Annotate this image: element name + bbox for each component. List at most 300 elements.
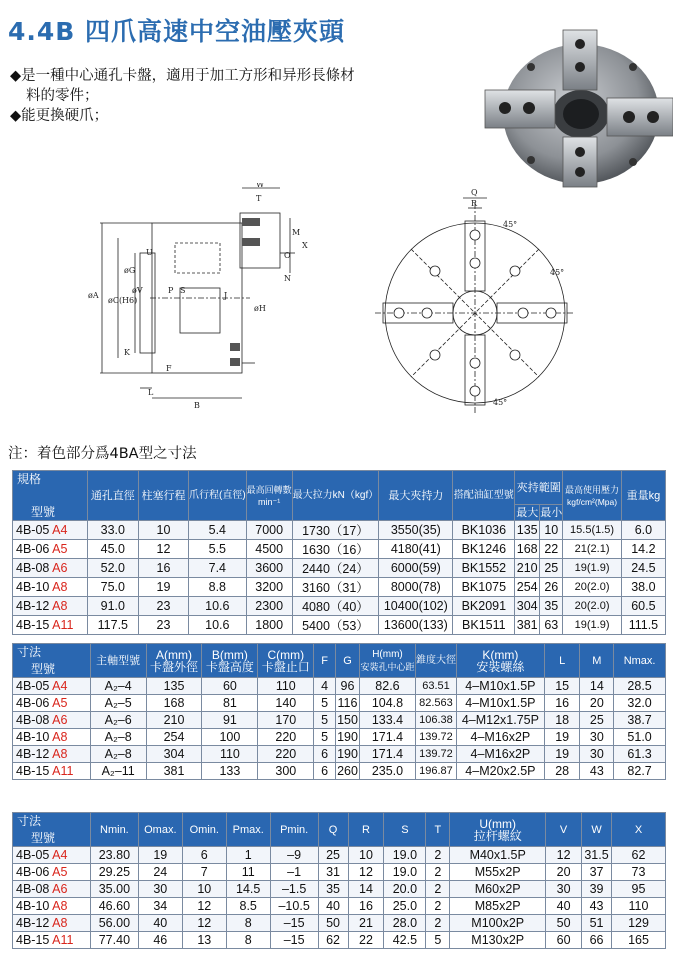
table-cell: 8000(78) — [379, 578, 453, 597]
column-header — [246, 471, 292, 521]
table-cell: 28.5 — [614, 678, 666, 695]
table-cell: 21 — [348, 915, 384, 932]
table-cell: 5.4 — [188, 521, 246, 540]
feature-item: ◆能更換硬爪； — [10, 108, 109, 124]
dim-label-p: P — [168, 286, 174, 295]
chuck-product-photo — [483, 22, 673, 190]
table-cell: 8.8 — [188, 578, 246, 597]
dim-label-l: L — [148, 388, 154, 397]
table-cell: 31 — [318, 864, 348, 881]
table-cell: 2 — [426, 847, 450, 864]
table-cell: 39 — [582, 881, 612, 898]
table-cell: 1 — [226, 847, 270, 864]
model-suffix: A8 — [52, 730, 68, 744]
note-text: 注：着色部分爲4BA型之寸法 — [8, 446, 197, 462]
column-header-line: 安裝螺絲 — [476, 659, 525, 674]
model-suffix: A4 — [52, 679, 68, 693]
model-cell — [13, 746, 91, 763]
table-cell: 81 — [202, 695, 258, 712]
column-header: M — [580, 644, 614, 678]
column-header — [359, 644, 415, 678]
dim-label-s: S — [180, 286, 186, 295]
table-cell: 5 — [314, 729, 336, 746]
dim-label-m: M — [292, 228, 301, 237]
table-cell: 2300 — [246, 597, 292, 616]
dim-label-v: øV — [132, 286, 143, 295]
table-cell: 19(1.9) — [563, 616, 622, 635]
column-header-line: 最高回轉數 — [246, 484, 292, 495]
table-cell: 133.4 — [359, 712, 415, 729]
table-cell: M130x2P — [450, 932, 546, 949]
column-header-line: K(mm) — [482, 647, 519, 662]
table-row — [13, 881, 666, 898]
table-cell: 43 — [582, 898, 612, 915]
column-header: T — [426, 813, 450, 847]
table-cell: 15.5(1.5) — [563, 521, 622, 540]
table-cell: 170 — [258, 712, 314, 729]
model-number: 4B-12 — [16, 916, 50, 930]
table-cell: 60.5 — [621, 597, 665, 616]
column-header — [450, 813, 546, 847]
table-cell: 62 — [318, 932, 348, 949]
table-cell: 22 — [540, 540, 563, 559]
table-cell: 7000 — [246, 521, 292, 540]
table-cell: 40 — [138, 915, 182, 932]
table-cell: 235.0 — [359, 763, 415, 780]
table-cell: 254 — [515, 578, 540, 597]
table-cell: 6 — [314, 763, 336, 780]
table-row — [13, 678, 666, 695]
table-cell: 110 — [202, 746, 258, 763]
table-cell: 19 — [544, 746, 580, 763]
table-cell: 42.5 — [384, 932, 426, 949]
table-row — [13, 746, 666, 763]
table-cell: 35 — [540, 597, 563, 616]
model-suffix: A4 — [52, 523, 68, 537]
side-section-drawing — [80, 183, 330, 413]
model-cell — [13, 616, 88, 635]
table-cell: M55x2P — [450, 864, 546, 881]
table-cell: 52.0 — [87, 559, 138, 578]
model-cell — [13, 932, 91, 949]
model-suffix: A11 — [52, 764, 74, 778]
table-cell: 139.72 — [415, 729, 456, 746]
table-cell: 10.6 — [188, 616, 246, 635]
table-cell: 25.0 — [384, 898, 426, 915]
column-header-line: 卡盤止口 — [261, 659, 310, 674]
table-cell: A₂–5 — [90, 695, 146, 712]
model-suffix: A11 — [52, 933, 74, 947]
model-cell — [13, 559, 88, 578]
column-header: G — [336, 644, 360, 678]
model-suffix: A6 — [52, 882, 68, 896]
angle-label: 45° — [550, 268, 565, 277]
column-header — [456, 644, 544, 678]
dim-label-x: X — [302, 241, 308, 250]
table-cell: 3550(35) — [379, 521, 453, 540]
table-cell: BK1552 — [453, 559, 515, 578]
table-cell: M60x2P — [450, 881, 546, 898]
model-suffix: A6 — [52, 713, 68, 727]
table-cell: 24.5 — [621, 559, 665, 578]
table-cell: BK1246 — [453, 540, 515, 559]
table-cell: BK2091 — [453, 597, 515, 616]
table-cell: 5.5 — [188, 540, 246, 559]
table-cell: 5 — [314, 695, 336, 712]
column-header: 最大夾持力 — [379, 471, 453, 521]
model-suffix: A11 — [52, 618, 74, 632]
table-cell: 2 — [426, 915, 450, 932]
column-header: Omin. — [182, 813, 226, 847]
table-cell: 46.60 — [90, 898, 138, 915]
angle-label: 45° — [503, 220, 518, 229]
column-header: Pmax. — [226, 813, 270, 847]
column-header: L — [544, 644, 580, 678]
table-corner-header — [13, 644, 91, 678]
dim-label-u: U — [146, 248, 153, 257]
table-cell: –1.5 — [270, 881, 318, 898]
table-cell: 46 — [138, 932, 182, 949]
table-body — [13, 521, 666, 635]
table-corner-header — [13, 813, 91, 847]
table-cell: 1630（16） — [292, 540, 379, 559]
table-cell: 28.0 — [384, 915, 426, 932]
table-cell: 4–M20x2.5P — [456, 763, 544, 780]
table-cell: 60 — [202, 678, 258, 695]
table-cell: 23.80 — [90, 847, 138, 864]
model-cell — [13, 695, 91, 712]
table-cell: 20(2.0) — [563, 597, 622, 616]
table-cell: 2 — [426, 898, 450, 915]
corner-label-top: 寸法 — [17, 814, 42, 828]
table-cell: 25 — [318, 847, 348, 864]
corner-label-bottom: 型號 — [31, 662, 56, 676]
table-row — [13, 540, 666, 559]
column-header-unit: kgf/cm²(Mpa) — [567, 496, 618, 507]
table-cell: 12 — [182, 898, 226, 915]
table-cell: 14.2 — [621, 540, 665, 559]
table-cell: 304 — [146, 746, 202, 763]
table-cell: 20(2.0) — [563, 578, 622, 597]
model-suffix: A4 — [52, 848, 68, 862]
table-cell: 8 — [226, 932, 270, 949]
table-cell: 19 — [138, 847, 182, 864]
column-header: 夾持範圍 — [515, 471, 563, 505]
table-cell: A₂–4 — [90, 678, 146, 695]
table-cell: 260 — [337, 764, 358, 778]
table-row — [13, 559, 666, 578]
table-cell: 29.25 — [90, 864, 138, 881]
column-header-line: B(mm) — [211, 647, 248, 662]
table-cell: 20 — [580, 695, 614, 712]
model-number: 4B-05 — [16, 523, 50, 537]
dim-label-h: øH — [254, 304, 266, 313]
table-cell: 5 — [314, 712, 336, 729]
table-cell: 150 — [337, 713, 358, 727]
model-cell — [13, 521, 88, 540]
table-cell: 171.4 — [359, 729, 415, 746]
table-cell: 19(1.9) — [563, 559, 622, 578]
dim-label-a: øA — [88, 291, 99, 300]
table-cell: –9 — [270, 847, 318, 864]
table-cell: 96 — [336, 678, 360, 695]
model-suffix: A8 — [52, 916, 68, 930]
table-cell: 165 — [612, 932, 666, 949]
table-row — [13, 847, 666, 864]
corner-label-bottom: 型號 — [31, 505, 56, 519]
table-cell: 220 — [258, 746, 314, 763]
model-number: 4B-10 — [16, 730, 50, 744]
column-header-line: A(mm) — [156, 647, 193, 662]
table-cell: 304 — [515, 597, 540, 616]
dim-label-f: F — [166, 364, 172, 373]
table-cell: 16 — [139, 559, 189, 578]
table-cell: 82.563 — [415, 695, 456, 712]
column-header: Pmin. — [270, 813, 318, 847]
dim-label-t: T — [256, 194, 262, 203]
model-number: 4B-10 — [16, 899, 50, 913]
model-number: 4B-08 — [16, 882, 50, 896]
model-suffix: A8 — [52, 747, 68, 761]
model-number: 4B-05 — [16, 848, 50, 862]
table-cell: 254 — [146, 729, 202, 746]
table-row — [13, 729, 666, 746]
table-cell: A₂–6 — [90, 712, 146, 729]
table-cell: 139.72 — [415, 746, 456, 763]
table-cell: A₂–11 — [90, 763, 146, 780]
table-cell: 4–M10x1.5P — [456, 678, 544, 695]
table-cell: 51.0 — [614, 729, 666, 746]
front-view-drawing — [375, 183, 575, 413]
table-cell: 3600 — [246, 559, 292, 578]
table-cell: M85x2P — [450, 898, 546, 915]
table-cell: –10.5 — [270, 898, 318, 915]
table-cell: 104.8 — [359, 695, 415, 712]
table-cell: 61.3 — [614, 746, 666, 763]
table-cell: 7.4 — [188, 559, 246, 578]
table-cell: –15 — [270, 915, 318, 932]
dim-label-q: Q — [471, 188, 478, 197]
table-cell: 19.0 — [384, 864, 426, 881]
dim-label-g: øG — [124, 266, 136, 275]
table-cell: 16 — [544, 695, 580, 712]
dim-label-w: W — [256, 183, 265, 189]
table-cell: 4500 — [246, 540, 292, 559]
table-cell: 35 — [318, 881, 348, 898]
table-cell: 100 — [202, 729, 258, 746]
table-cell: 8 — [226, 915, 270, 932]
feature-item-continued: 料的零件； — [26, 88, 99, 104]
table-cell: 82.7 — [614, 763, 666, 780]
model-cell — [13, 763, 91, 780]
table-cell: 12 — [348, 864, 384, 881]
model-cell — [13, 847, 91, 864]
table-cell: 56.00 — [90, 915, 138, 932]
table-cell: 30 — [138, 881, 182, 898]
table-cell: 210 — [515, 559, 540, 578]
table-cell: M100x2P — [450, 915, 546, 932]
table-cell: 40 — [318, 898, 348, 915]
table-cell: 14 — [348, 881, 384, 898]
table-cell: 20 — [546, 864, 582, 881]
column-header: Omax. — [138, 813, 182, 847]
column-header: Nmin. — [90, 813, 138, 847]
table-cell: 16 — [348, 898, 384, 915]
column-header: S — [384, 813, 426, 847]
table-cell: 10400(102) — [379, 597, 453, 616]
table-cell: 8.5 — [226, 898, 270, 915]
table-cell: 62 — [612, 847, 666, 864]
spec-table-dimensions-2 — [12, 812, 666, 949]
model-number: 4B-12 — [16, 747, 50, 761]
table-row — [13, 712, 666, 729]
table-cell: BK1075 — [453, 578, 515, 597]
spec-table-general — [12, 470, 666, 635]
column-header-line: 安裝孔中心距 — [360, 661, 415, 672]
model-number: 4B-12 — [16, 599, 50, 613]
table-cell: 2 — [426, 881, 450, 898]
table-cell: 30 — [546, 881, 582, 898]
table-cell: 10 — [182, 881, 226, 898]
table-cell: 13 — [182, 932, 226, 949]
table-cell: 50 — [318, 915, 348, 932]
table-row — [13, 763, 666, 780]
model-number: 4B-15 — [16, 618, 50, 632]
table-corner-header — [13, 471, 88, 521]
table-cell: 4080（40） — [292, 597, 379, 616]
column-header-line: 最高使用壓力 — [565, 484, 620, 495]
column-header: R — [348, 813, 384, 847]
dim-label-r: R — [471, 199, 478, 208]
table-cell: 190 — [337, 730, 358, 744]
table-row — [13, 597, 666, 616]
column-header-unit: min⁻¹ — [258, 496, 281, 507]
model-number: 4B-06 — [16, 865, 50, 879]
column-header-line: 卡盤高度 — [205, 659, 254, 674]
table-cell: 91 — [202, 712, 258, 729]
table-cell: 106.38 — [415, 712, 456, 729]
table-cell: 10.6 — [188, 597, 246, 616]
table-cell: M40x1.5P — [450, 847, 546, 864]
table-cell: 2440（24） — [292, 559, 379, 578]
table-cell: 116 — [336, 695, 360, 712]
model-number: 4B-06 — [16, 696, 50, 710]
table-cell: 19.0 — [384, 847, 426, 864]
table-cell: 38.0 — [621, 578, 665, 597]
table-cell: 4–M10x1.5P — [456, 695, 544, 712]
model-suffix: A8 — [52, 899, 68, 913]
model-cell — [13, 729, 91, 746]
table-cell: 24 — [138, 864, 182, 881]
table-cell: 23 — [139, 616, 189, 635]
table-cell: 15 — [544, 678, 580, 695]
table-row — [13, 521, 666, 540]
table-cell: 30 — [580, 729, 614, 746]
dim-label-k: K — [124, 348, 130, 357]
table-cell: 35.00 — [90, 881, 138, 898]
column-header: 搭配油缸型號 — [453, 471, 515, 521]
model-number: 4B-08 — [16, 713, 50, 727]
table-cell: 6 — [314, 746, 336, 763]
table-cell: 110 — [258, 678, 314, 695]
table-cell: 18 — [544, 712, 580, 729]
table-cell: 110 — [612, 898, 666, 915]
table-cell: 168 — [146, 695, 202, 712]
table-body — [13, 847, 666, 949]
column-header: F — [314, 644, 336, 678]
table-cell: 6000(59) — [379, 559, 453, 578]
table-cell: 4–M12x1.75P — [456, 712, 544, 729]
table-cell: A₂–8 — [90, 729, 146, 746]
column-header: 柱塞行程 — [139, 471, 189, 521]
table-cell: 37 — [582, 864, 612, 881]
dim-label-b: B — [194, 401, 200, 410]
table-cell: 129 — [612, 915, 666, 932]
model-cell — [13, 898, 91, 915]
column-header: 重量kg — [621, 471, 665, 521]
column-header-line: H(mm) — [372, 648, 403, 660]
table-cell: 91.0 — [87, 597, 138, 616]
table-cell: 168 — [515, 540, 540, 559]
table-cell: 77.40 — [90, 932, 138, 949]
model-cell — [13, 578, 88, 597]
spec-table-dimensions-1 — [12, 643, 666, 780]
column-header-line: 拉杆螺紋 — [473, 828, 522, 843]
model-cell — [13, 881, 91, 898]
column-header: 最小 — [540, 506, 563, 519]
table-cell: BK1036 — [453, 521, 515, 540]
table-cell: 3160（31） — [292, 578, 379, 597]
table-cell: 63.51 — [415, 678, 456, 695]
table-cell: 12 — [139, 540, 189, 559]
column-header — [202, 644, 258, 678]
column-header — [258, 644, 314, 678]
feature-list — [10, 66, 355, 126]
table-cell: 34 — [138, 898, 182, 915]
table-body — [13, 678, 666, 780]
model-suffix: A5 — [52, 865, 68, 879]
table-cell: 7 — [182, 864, 226, 881]
column-header: 最大拉力kN（kgf） — [292, 471, 379, 521]
model-number: 4B-10 — [16, 580, 50, 594]
table-cell: 38.7 — [614, 712, 666, 729]
table-cell: 111.5 — [621, 616, 665, 635]
table-cell: 14.5 — [226, 881, 270, 898]
column-header: W — [582, 813, 612, 847]
table-cell: 31.5 — [582, 847, 612, 864]
dim-label-j: J — [224, 291, 228, 300]
table-cell: 11 — [226, 864, 270, 881]
table-cell: 75.0 — [87, 578, 138, 597]
table-cell: BK1511 — [453, 616, 515, 635]
model-suffix: A8 — [52, 580, 68, 594]
column-header: 主軸型號 — [90, 644, 146, 678]
table-cell: 30 — [580, 746, 614, 763]
model-suffix: A5 — [52, 542, 68, 556]
table-cell: 40 — [546, 898, 582, 915]
table-cell: 220 — [258, 729, 314, 746]
table-cell: 4–M16x2P — [456, 729, 544, 746]
table-cell: 10 — [139, 521, 189, 540]
table-cell: 19 — [544, 729, 580, 746]
table-row — [13, 578, 666, 597]
column-header-line: U(mm) — [479, 816, 517, 831]
table-cell: 51 — [582, 915, 612, 932]
table-cell: 13600(133) — [379, 616, 453, 635]
table-cell: 171.4 — [359, 746, 415, 763]
column-header-line: 卡盤外徑 — [150, 659, 199, 674]
model-cell — [13, 540, 88, 559]
